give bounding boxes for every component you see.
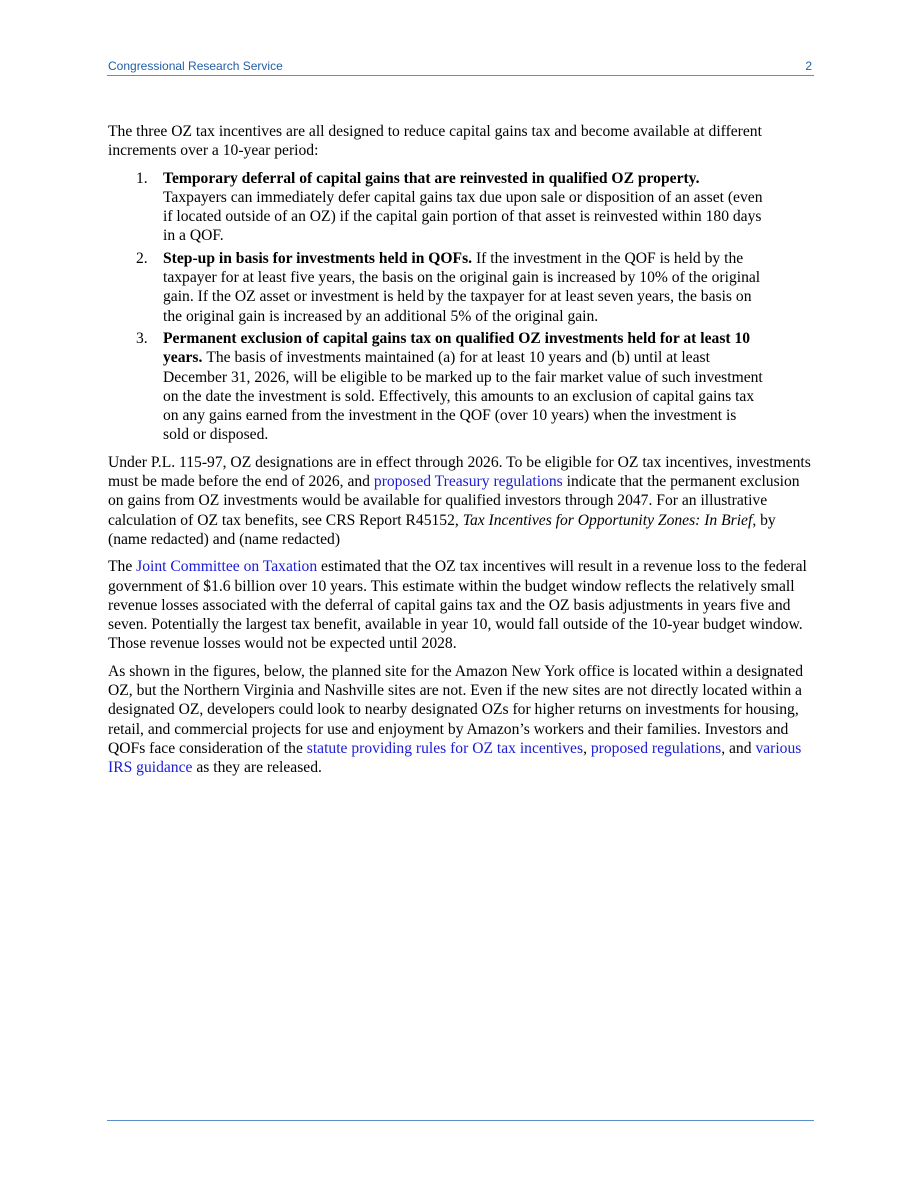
treasury-regulations-link[interactable]: proposed Treasury regulations (373, 473, 563, 491)
text-run: As shown in the figures, below, the planned site for the Amazon New York office is located within a designated OZ, but the Northern Virginia and Nashville sites are not. Even if the new sites are not directly located within a designated OZ, developers could look to nearby designated OZs for higher returns on investments for housing, retail, and commercial projects for use and enjoyment by Amazon’s workers and their families. Investors and QOFs face consideration of the (108, 662, 804, 757)
text-run: as they are released. (192, 759, 322, 777)
text-run: estimated that the OZ tax incentives will result in a revenue loss to the federal government of $1.6 billion over 10 years. This estimate within the budget window reflects the relatively small revenue losses associated with the deferral of capital gains tax and the OZ basis adjustments in years five and seven. Potentially the largest tax benefit, available in year 10, would fall outside of the 10-year budget window. Those revenue losses would not be expected until 2028. (108, 558, 807, 653)
header-org: Congressional Research Service (108, 59, 283, 73)
oz-designations-paragraph (108, 453, 816, 549)
page-header (107, 58, 814, 76)
list-item (108, 329, 763, 445)
page-number: 2 (805, 59, 812, 73)
footer-rule (107, 1120, 814, 1121)
text-run: indicate that the permanent exclusion on gains from OZ investments would be available for qualified investors through 2047. For an illustrative calculation of OZ tax benefits, see CRS Report R45152, (108, 473, 800, 529)
joint-committee-link[interactable]: Joint Committee on Taxation (136, 558, 318, 576)
text-run: , and (721, 739, 756, 757)
irs-guidance-link[interactable]: various IRS guidance (108, 739, 802, 777)
incentive-list (108, 169, 816, 445)
list-item (108, 249, 763, 326)
amazon-sites-paragraph (108, 662, 816, 778)
text-run: , (583, 739, 591, 757)
report-title: Tax Incentives for Opportunity Zones: In Brief (462, 511, 753, 529)
document-body (108, 122, 816, 786)
list-item-title: Temporary deferral of capital gains that are reinvested in qualified OZ property. (163, 169, 700, 187)
list-number: 2. (136, 249, 148, 267)
list-item (108, 169, 763, 246)
list-item-body: Taxpayers can immediately defer capital gains tax due upon sale or disposition of an asset (even if located outside of an OZ) if the capital gain portion of that asset is reinvested within 180 days in a QOF. (163, 188, 763, 245)
list-number: 1. (136, 169, 148, 187)
text-run: Under P.L. 115-97, OZ designations are in effect through 2026. To be eligible for OZ tax incentives, investments must be made before the end of 2026, and (108, 453, 811, 491)
list-item-body: If the investment in the QOF is held by the taxpayer for at least five years, the basis on the original gain is increased by 10% of the original gain. If the OZ asset or investment is held by the taxpayer for at least seven years, the basis on the original gain is increased by an additional 5% of the original gain. (163, 249, 761, 325)
text-run: , by (name redacted) and (name redacted) (108, 511, 776, 548)
list-number: 3. (136, 329, 148, 347)
list-item-body: The basis of investments maintained (a) for at least 10 years and (b) until at least December 31, 2026, will be eligible to be marked up to the fair market value of such investment on the date the investment is sold. Effectively, this amounts to an exclusion of capital gains tax on any gains earned from the investment in the QOF (over 10 years) when the investment is sold or disposed. (163, 349, 763, 444)
list-item-title: Step-up in basis for investments held in QOFs. (163, 249, 476, 267)
proposed-regulations-link[interactable]: proposed regulations (590, 739, 722, 757)
statute-link[interactable]: statute providing rules for OZ tax incentives (306, 739, 584, 757)
revenue-estimate-paragraph (108, 557, 816, 653)
list-item-title: Permanent exclusion of capital gains tax on qualified OZ investments held for at least 10 years. (163, 329, 751, 367)
text-run: The (108, 558, 137, 576)
intro-paragraph: The three OZ tax incentives are all designed to reduce capital gains tax and become available at different increments over a 10-year period: (108, 123, 762, 160)
